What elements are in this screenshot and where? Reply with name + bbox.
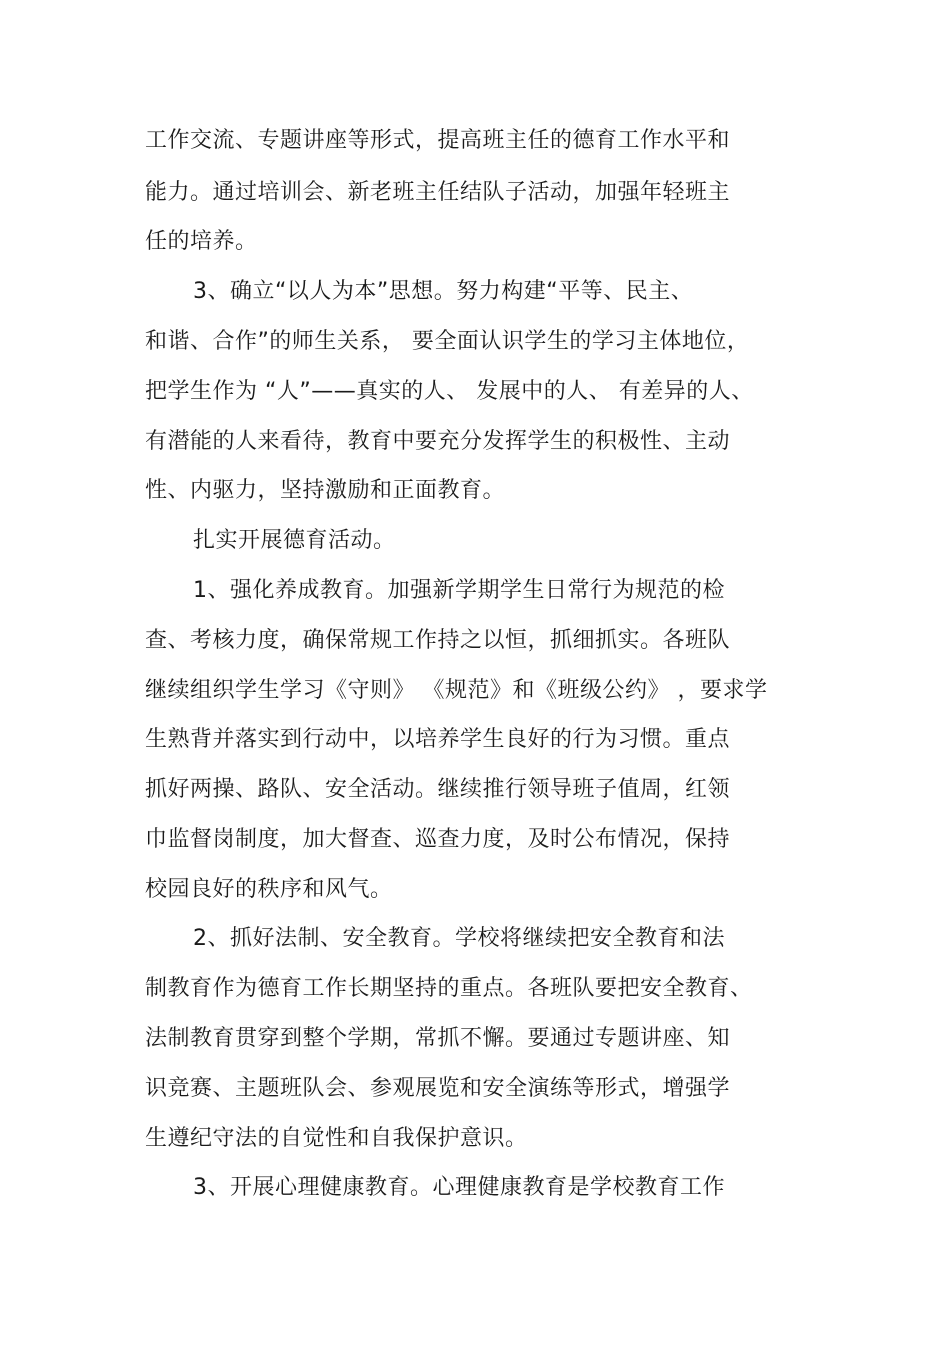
text-line: 识竞赛、主题班队会、参观展览和安全演练等形式，增强学 (145, 1076, 731, 1101)
text-line: 继续组织学生学习《守则》 《规范》和《班级公约》 ，要求学 (145, 678, 768, 703)
text-line: 和谐、合作”的师生关系， 要全面认识学生的学习主体地位， (145, 329, 750, 354)
text-line: 把学生作为 “人”——真实的人、 发展中的人、 有差异的人、 (145, 379, 754, 404)
text-line: 任的培养。 (145, 229, 258, 254)
text-line: 生熟背并落实到行动中，以培养学生良好的行为习惯。重点 (145, 727, 731, 752)
text-line: 生遵纪守法的自觉性和自我保护意识。 (145, 1126, 528, 1151)
text-line: 有潜能的人来看待，教育中要充分发挥学生的积极性、主动 (145, 429, 731, 454)
text-line: 查、考核力度，确保常规工作持之以恒，抓细抓实。各班队 (145, 628, 731, 653)
text-line: 工作交流、专题讲座等形式，提高班主任的德育工作水平和 (145, 128, 731, 153)
section-heading: 扎实开展德育活动。 (193, 528, 396, 553)
text-line: 校园良好的秩序和风气。 (145, 877, 393, 902)
text-line: 巾监督岗制度，加大督查、巡查力度，及时公布情况，保持 (145, 827, 731, 852)
text-line: 能力。通过培训会、新老班主任结队子活动，加强年轻班主 (145, 180, 731, 205)
paragraph-start-line: 2、抓好法制、安全教育。学校将继续把安全教育和法 (193, 926, 725, 951)
paragraph-start-line: 3、开展心理健康教育。心理健康教育是学校教育工作 (193, 1175, 725, 1200)
text-line: 抓好两操、路队、安全活动。继续推行领导班子值周，红领 (145, 777, 731, 802)
text-line: 制教育作为德育工作长期坚持的重点。各班队要把安全教育、 (145, 976, 753, 1001)
paragraph-start-line: 3、确立“以人为本”思想。努力构建“平等、民主、 (193, 279, 694, 304)
text-line: 法制教育贯穿到整个学期，常抓不懈。要通过专题讲座、知 (145, 1026, 731, 1051)
text-line: 性、内驱力，坚持激励和正面教育。 (145, 478, 506, 503)
paragraph-start-line: 1、强化养成教育。加强新学期学生日常行为规范的检 (193, 578, 725, 603)
